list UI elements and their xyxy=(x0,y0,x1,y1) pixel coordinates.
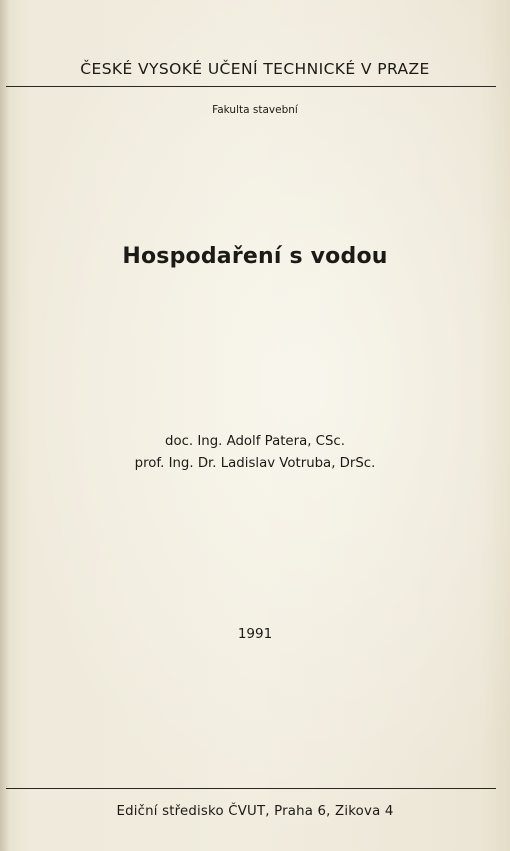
faculty-name: Fakulta stavební xyxy=(212,104,298,116)
author-2: prof. Ing. Dr. Ladislav Votruba, DrSc. xyxy=(134,456,376,471)
book-title: Hospodaření s vodou xyxy=(122,244,388,269)
bottom-rule xyxy=(6,788,496,789)
publisher-line: Ediční středisko ČVUT, Praha 6, Zikova 4 xyxy=(116,804,394,819)
top-rule xyxy=(6,86,496,87)
publication-year: 1991 xyxy=(237,626,273,642)
university-name: ČESKÉ VYSOKÉ UČENÍ TECHNICKÉ V PRAZE xyxy=(80,60,430,78)
author-1: doc. Ing. Adolf Patera, CSc. xyxy=(165,434,345,449)
page-edge-shadow xyxy=(0,0,10,851)
authors-block xyxy=(0,431,510,475)
